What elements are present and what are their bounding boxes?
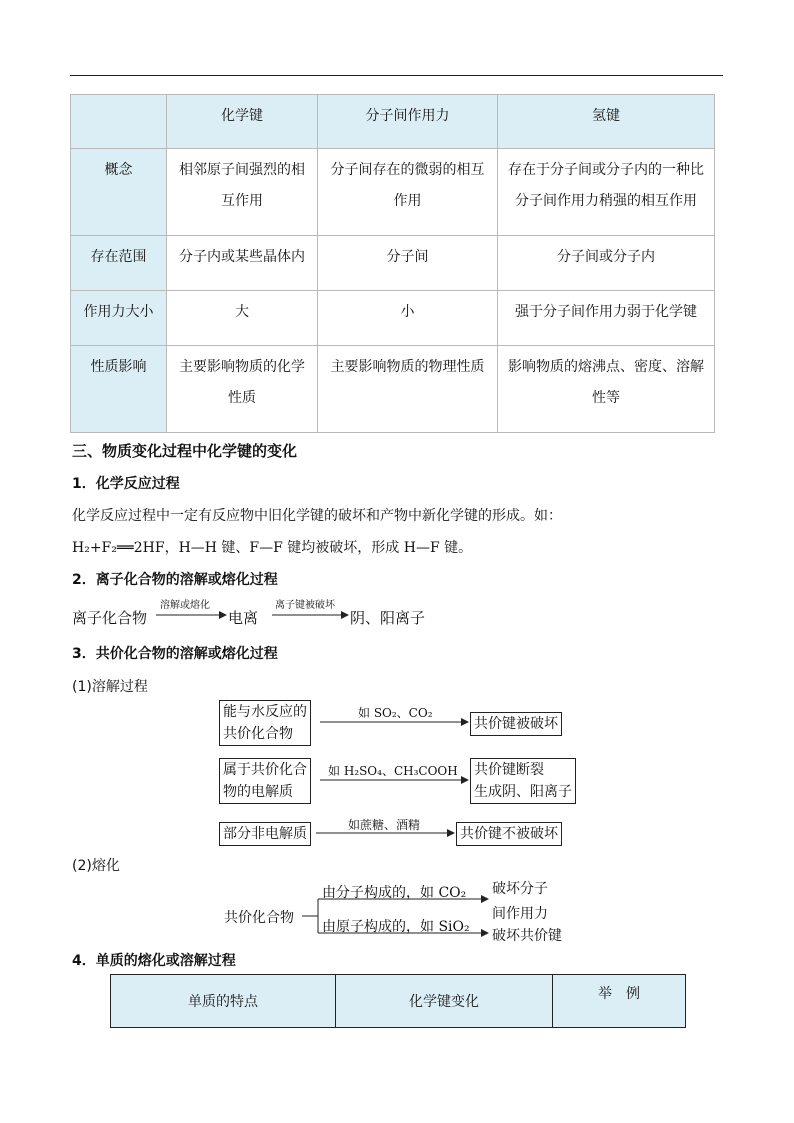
table-cell: 小 — [318, 291, 498, 346]
column-header: 举 例 — [553, 975, 686, 1028]
melt-root: 共价化合物 — [224, 910, 294, 926]
subsection-title: 4．单质的熔化或溶解过程 — [72, 953, 236, 969]
table-cell: 大 — [167, 291, 318, 346]
table-cell: 影响物质的熔沸点、密度、溶解性等 — [498, 346, 715, 433]
melt-branch: 由分子构成的，如 CO₂ — [322, 885, 467, 901]
row-header: 概念 — [71, 149, 167, 236]
table-cell: 强于分子间作用力弱于化学键 — [498, 291, 715, 346]
sub-label: (2)熔化 — [72, 858, 120, 874]
row-header: 作用力大小 — [71, 291, 167, 346]
paragraph: 化学反应过程中一定有反应物中旧化学键的破坏和产物中新化学键的形成。如： — [72, 508, 562, 524]
table-cell: 分子间存在的微弱的相互作用 — [318, 149, 498, 236]
sub-label: (1)溶解过程 — [72, 679, 148, 695]
subsection-title: 1．化学反应过程 — [72, 476, 180, 492]
subsection-title: 3．共价化合物的溶解或熔化过程 — [72, 646, 278, 662]
table-cell: 存在于分子间或分子内的一种比分子间作用力稍强的相互作用 — [498, 149, 715, 236]
subsection-title: 2．离子化合物的溶解或熔化过程 — [72, 572, 278, 588]
row-header: 性质影响 — [71, 346, 167, 433]
table-cell: 分子内或某些晶体内 — [167, 236, 318, 291]
column-header: 氢键 — [498, 95, 715, 149]
flow-mid: 电离 — [228, 609, 259, 627]
arrow-label: 如蔗糖、酒精 — [348, 818, 421, 832]
melt-result: 破坏共价键 — [492, 928, 562, 944]
column-header: 化学键 — [167, 95, 318, 149]
diagram-box: 共价键被破坏 — [470, 712, 562, 736]
diagram-box: 属于共价化合 物的电解质 — [219, 758, 311, 804]
melt-branch: 由原子构成的，如 SiO₂ — [322, 919, 470, 935]
table-cell: 主要影响物质的化学性质 — [167, 346, 318, 433]
diagram-box: 共价键不被破坏 — [456, 822, 562, 846]
bottom-table — [110, 974, 686, 1028]
row-header: 存在范围 — [71, 236, 167, 291]
table-cell: 分子间或分子内 — [498, 236, 715, 291]
flow-start: 离子化合物 — [72, 609, 148, 627]
diagram-box: 共价键断裂 生成阴、阳离子 — [470, 758, 576, 804]
table-cell: 主要影响物质的物理性质 — [318, 346, 498, 433]
diagram-box: 能与水反应的 共价化合物 — [219, 700, 311, 746]
arrow-label: 溶解或熔化 — [160, 600, 210, 611]
section-title: 三、物质变化过程中化学键的变化 — [72, 442, 298, 460]
table-header-row — [111, 975, 686, 1028]
arrow-label: 如 SO₂、CO₂ — [358, 706, 433, 720]
arrow-label: 如 H₂SO₄、CH₃COOH — [328, 764, 458, 778]
diagram-box: 部分非电解质 — [219, 822, 311, 846]
column-header: 分子间作用力 — [318, 95, 498, 149]
equation-line: H₂+F₂══2HF，H—H 键、F—F 键均被破坏，形成 H—F 键。 — [72, 540, 473, 556]
flow-end: 阴、阳离子 — [350, 609, 426, 627]
melt-result: 破坏分子 间作用力 — [492, 881, 548, 922]
column-header: 化学键变化 — [336, 975, 553, 1028]
arrow-label: 离子键被破坏 — [275, 600, 335, 611]
table-cell: 相邻原子间强烈的相互作用 — [167, 149, 318, 236]
column-header: 单质的特点 — [111, 975, 336, 1028]
table-cell: 分子间 — [318, 236, 498, 291]
